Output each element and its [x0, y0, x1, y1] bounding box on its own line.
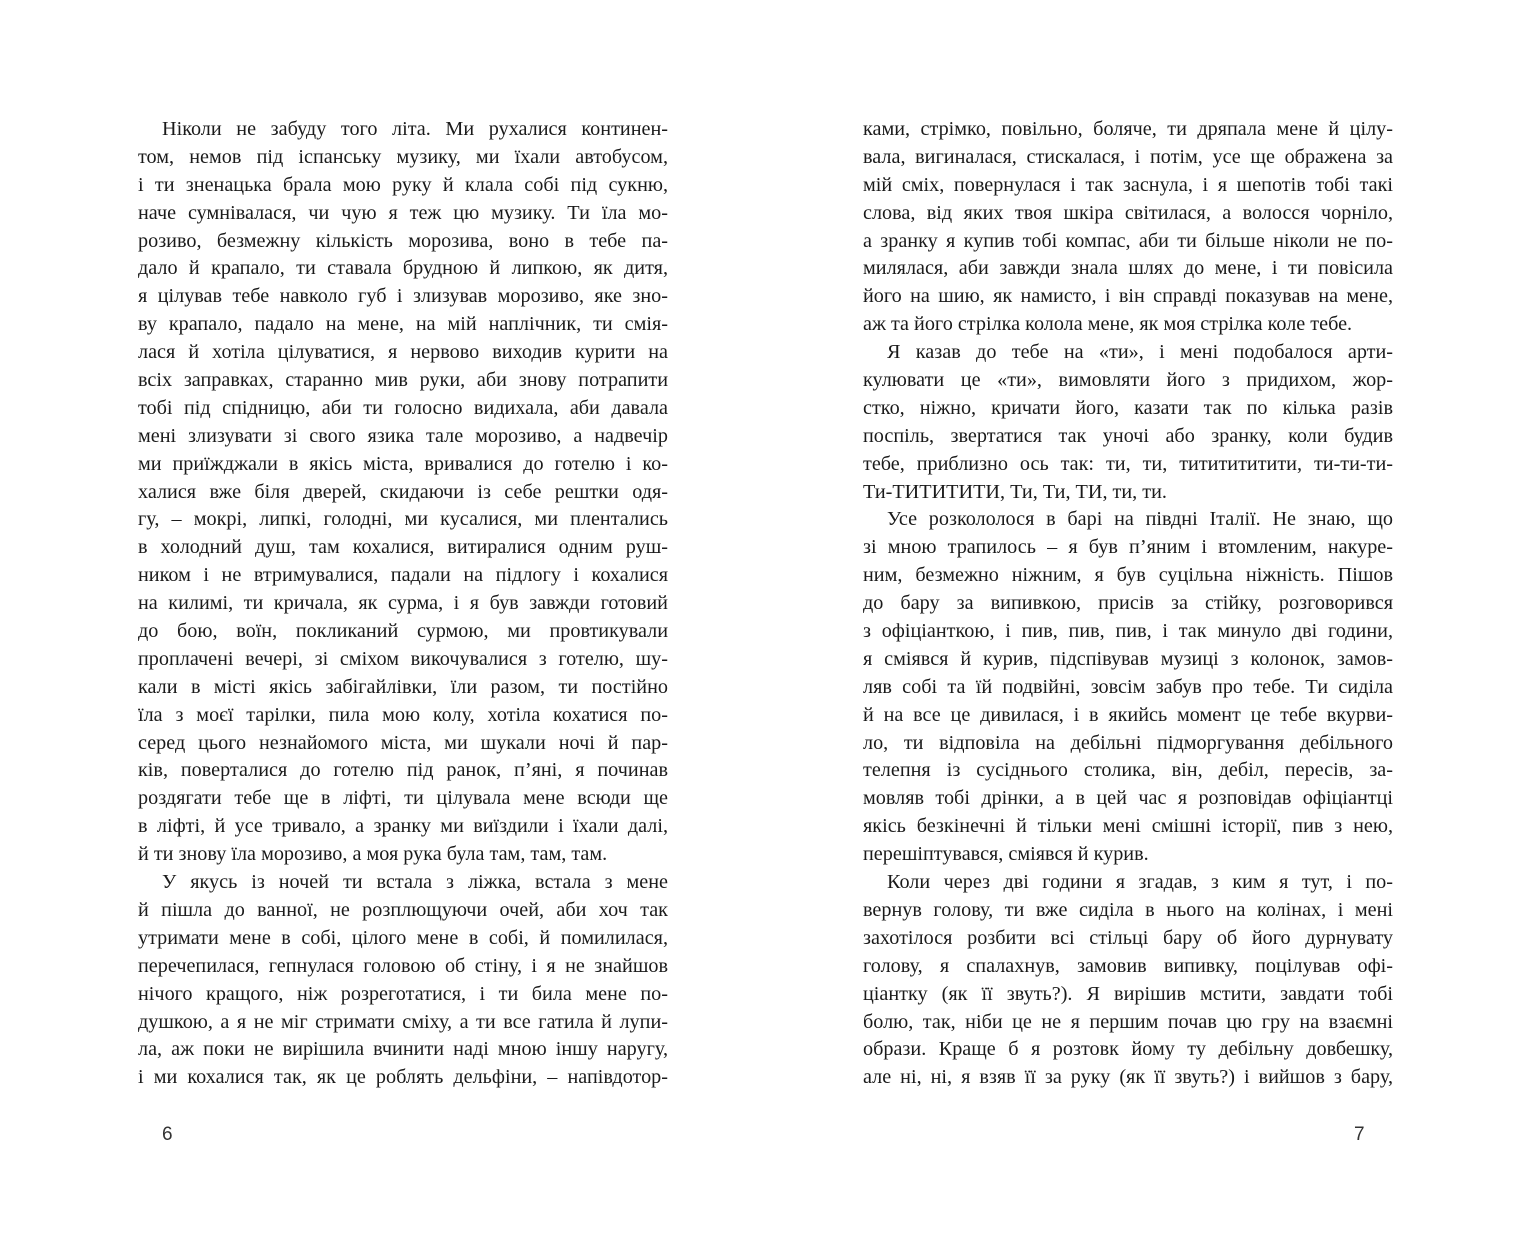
page-number-left: 6	[162, 1124, 173, 1145]
right-page-text	[863, 116, 1393, 1092]
text-line: тобі під спідницю, аби ти голосно видихала, аби давала	[138, 396, 668, 419]
left-page	[138, 116, 668, 1106]
text-line: халися вже біля дверей, скидаючи із себе рештки одя-	[138, 480, 668, 503]
text-line: гу, – мокрі, липкі, голодні, ми кусалися, ми плентались	[138, 508, 668, 531]
text-line: тебе, приблизно ось так: ти, ти, тититититити, ти-ти-ти-	[863, 452, 1393, 475]
text-line: мій сміх, повернулася і так заснула, і я шепотів тобі такі	[863, 173, 1393, 196]
text-line: голову, я спалахнув, замовив випивку, поцілував офі-	[863, 954, 1393, 977]
text-line: його на шию, як намисто, і він справді показував на мене,	[863, 285, 1393, 308]
text-line: всіх заправках, старанно мив руки, аби знову потрапити	[138, 369, 668, 392]
text-line: ками, стрімко, повільно, боляче, ти дряпала мене й цілу-	[863, 118, 1393, 140]
text-line: аж та його стрілка колола мене, як моя стрілка коле тебе.	[863, 313, 1353, 336]
text-line: на килимі, ти кричала, як сурма, і я був завжди готовий	[138, 592, 668, 615]
text-line: до бару за випивкою, присів за стійку, розговорився	[863, 592, 1393, 615]
text-line: зі мною трапилось – я був п’яним і втомленим, накуре-	[863, 536, 1393, 559]
text-line: проплачені вечері, зі сміхом викочувалися з готелю, шу-	[138, 647, 668, 670]
text-line: Я казав до тебе на «ти», і мені подобалося арти-	[887, 341, 1393, 364]
text-line: розиво, безмежну кількість морозива, воно в тебе па-	[138, 229, 668, 252]
text-line: мені злизувати зі свого язика тале морозиво, а надвечір	[138, 424, 668, 447]
text-line: лася й хотіла цілуватися, я нервово виходив курити на	[138, 341, 668, 364]
text-line: поспіль, звертатися так уночі або зранку, коли будив	[863, 424, 1393, 447]
text-line: й на все це дивилася, і в якийсь момент це тебе вкурви-	[863, 703, 1393, 726]
text-line: ло, ти відповіла на дебільні підморгування дебільного	[863, 731, 1393, 754]
text-line: якісь безкінечні й тільки мені смішні історії, пив з нею,	[863, 815, 1393, 838]
text-line: ми приїжджали в якісь міста, вривалися до готелю і ко-	[138, 452, 668, 475]
text-line: вала, вигиналася, стискалася, і потім, усе ще ображена за	[863, 145, 1393, 168]
text-line: наче сумнівалася, чи чую я теж цю музику. Ти їла мо-	[138, 201, 668, 224]
text-line: ків, поверталися до готелю під ранок, п’яні, я починав	[138, 759, 668, 782]
text-line: вернув голову, ти вже сиділа в нього на колінах, і мені	[863, 898, 1393, 921]
text-line: роздягати тебе ще в ліфті, ти цілувала мене всюди ще	[138, 787, 668, 810]
text-line: перечепилася, гепнулася головою об стіну, і я не знайшов	[138, 954, 668, 977]
text-line: а зранку я купив тобі компас, аби ти більше ніколи не по-	[863, 229, 1393, 252]
text-line: і ти зненацька брала мою руку й клала собі під сукню,	[138, 173, 668, 196]
text-line: перешіптувався, сміявся й курив.	[863, 843, 1149, 866]
text-line: У якусь із ночей ти встала з ліжка, встала з мене	[162, 871, 668, 894]
text-line: кулювати це «ти», вимовляти його з придихом, жор-	[863, 369, 1393, 392]
text-line: і ми кохалися так, як це роблять дельфіни, – напівдотор-	[138, 1066, 668, 1089]
text-line: Усе розкололося в барі на півдні Італії. Не знаю, що	[887, 508, 1393, 531]
text-line: милялася, аби завжди знала шлях до мене, і ти повісила	[863, 257, 1393, 280]
text-line: й пішла до ванної, не розплющуючи очей, аби хоч так	[138, 898, 668, 921]
text-line: Ти-ТИТИТИТИ, Ти, Ти, ТИ, ти, ти.	[863, 480, 1167, 503]
text-line: ціантку (як її звуть?). Я вирішив мстити, завдати тобі	[863, 982, 1393, 1005]
text-line: в холодний душ, там кохалися, витиралися одним руш-	[138, 536, 668, 559]
text-line: я сміявся й курив, підспівував музиці з колонок, замов-	[863, 647, 1393, 670]
text-line: захотілося розбити всі стільці бару об його дурнувату	[863, 926, 1393, 949]
right-page	[863, 116, 1393, 1106]
text-line: стко, ніжно, кричати його, казати так по кілька разів	[863, 396, 1393, 419]
text-line: душкою, а я не міг стримати сміху, а ти все гатила й лупи-	[138, 1010, 668, 1033]
text-line: ним, безмежно ніжним, я був суцільна ніжність. Пішов	[863, 564, 1393, 587]
text-line: їла з моєї тарілки, пила мою колу, хотіла кохатися по-	[138, 703, 668, 726]
text-line: кали в місті якісь забігайлівки, їли разом, ти постійно	[138, 675, 668, 698]
text-line: Ніколи не забуду того літа. Ми рухалися континен-	[162, 118, 668, 140]
text-line: Коли через дві години я згадав, з ким я тут, і по-	[887, 871, 1393, 894]
text-line: телепня із сусіднього столика, він, дебіл, пересів, за-	[863, 759, 1393, 782]
text-line: ником і не втримувалися, падали на підлогу і кохалися	[138, 564, 668, 587]
text-line: утримати мене в собі, цілого мене в собі, й помилилася,	[138, 926, 668, 949]
text-line: том, немов під іспанську музику, ми їхали автобусом,	[138, 145, 668, 168]
text-line: слова, від яких твоя шкіра світилася, а волосся чорніло,	[863, 201, 1393, 224]
page-number-right: 7	[1354, 1124, 1365, 1145]
text-line: серед цього незнайомого міста, ми шукали ночі й пар-	[138, 731, 668, 754]
text-line: але ні, ні, я взяв її за руку (як її звуть?) і вийшов з бару,	[863, 1066, 1393, 1089]
text-line: я цілував тебе навколо губ і злизував морозиво, яке зно-	[138, 285, 668, 308]
text-line: й ти знову їла морозиво, а моя рука була там, там, там.	[138, 843, 608, 866]
text-line: ляв собі та їй подвійні, зовсім забув про тебе. Ти сиділа	[863, 675, 1393, 698]
text-line: в ліфті, й усе тривало, а зранку ми виїздили і їхали далі,	[138, 815, 668, 838]
text-line: дало й крапало, ти ставала брудною й липкою, як дитя,	[138, 257, 668, 280]
text-line: ву крапало, падало на мене, на мій наплічник, ти смія-	[138, 313, 668, 336]
text-line: нічого кращого, ніж розреготатися, і ти била мене по-	[138, 982, 668, 1005]
left-page-text	[138, 116, 668, 1092]
text-line: мовляв тобі дрінки, а в цей час я розповідав офіціантці	[863, 787, 1393, 810]
text-line: образи. Краще б я розтовк йому ту дебільну довбешку,	[863, 1038, 1393, 1061]
text-line: болю, так, ніби це не я першим почав цю гру на взаємні	[863, 1010, 1393, 1033]
text-line: ла, аж поки не вирішила вчинити наді мною іншу наругу,	[138, 1038, 668, 1061]
text-line: до бою, воїн, покликаний сурмою, ми провтикували	[138, 620, 668, 643]
text-line: з офіціанткою, і пив, пив, пив, і так минуло дві години,	[863, 620, 1393, 643]
